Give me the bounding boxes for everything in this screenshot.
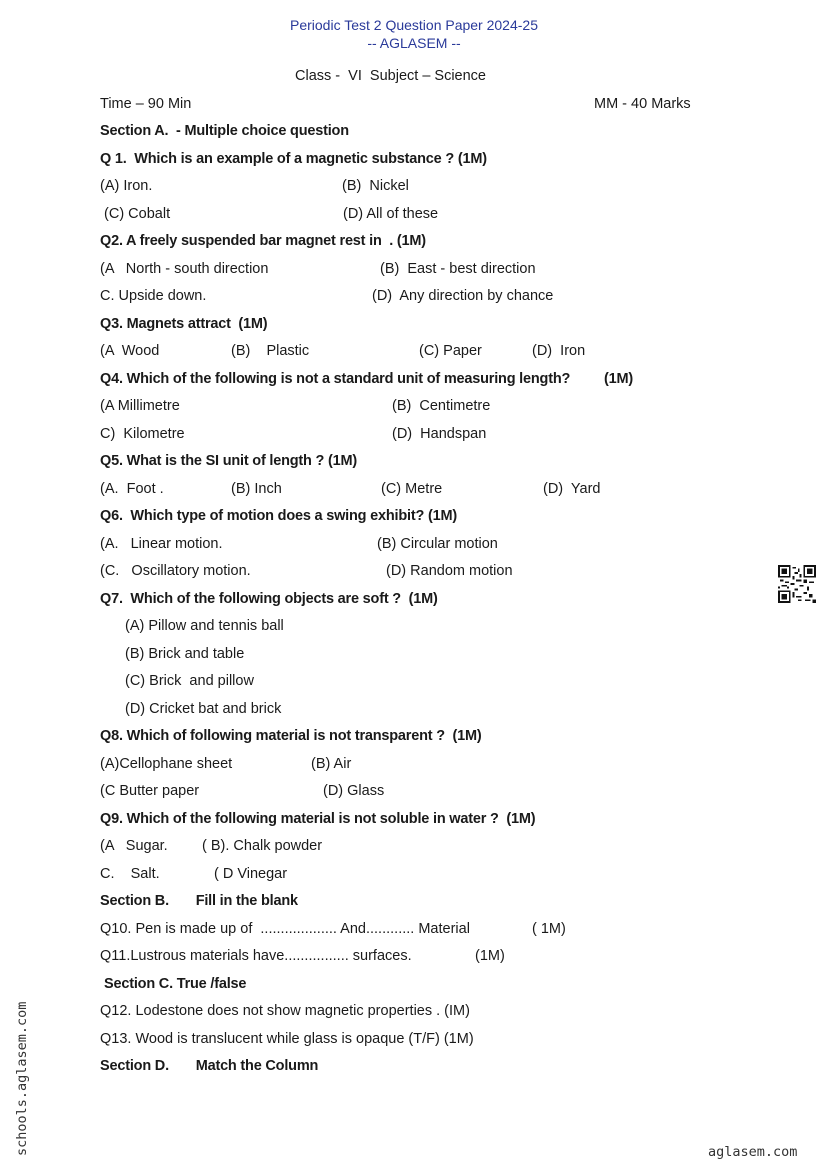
- q3-option-b: (B) Plastic: [231, 343, 310, 359]
- q3-option-d: (D) Iron: [532, 343, 586, 359]
- q7-option-a: (A) Pillow and tennis ball: [125, 618, 284, 634]
- question-6: Q6. Which type of motion does a swing exhibit? (1M): [100, 508, 457, 524]
- q8-option-b: (B) Air: [311, 756, 352, 772]
- q4-option-c: C) Kilometre: [100, 426, 185, 442]
- side-watermark: schools.aglasem.com: [14, 1001, 30, 1156]
- time-label: Time – 90 Min: [100, 96, 192, 112]
- question-1: Q 1. Which is an example of a magnetic substance ? (1M): [100, 151, 487, 167]
- q2-option-d: (D) Any direction by chance: [372, 288, 554, 304]
- q7-option-b: (B) Brick and table: [125, 646, 245, 662]
- q9-option-b: ( B). Chalk powder: [202, 838, 323, 854]
- question-8: Q8. Which of following material is not transparent ? (1M): [100, 728, 482, 744]
- q1-option-d: (D) All of these: [343, 206, 439, 222]
- q4-option-a: (A Millimetre: [100, 398, 180, 414]
- section-d-title: Section D. Match the Column: [100, 1058, 319, 1074]
- paper-title: Periodic Test 2 Question Paper 2024-25: [289, 17, 538, 33]
- q1-option-b: (B) Nickel: [342, 178, 409, 194]
- q5-option-c: (C) Metre: [381, 481, 443, 497]
- q5-option-b: (B) Inch: [231, 481, 282, 497]
- q8-option-a: (A)Cellophane sheet: [100, 756, 233, 772]
- q6-option-c: (C. Oscillatory motion.: [100, 563, 251, 579]
- q11-marks: (1M): [475, 948, 505, 964]
- question-2: Q2. A freely suspended bar magnet rest in . (1M): [100, 233, 426, 249]
- question-7: Q7. Which of the following objects are soft ? (1M): [100, 591, 438, 607]
- q2-option-a: (A North - south direction: [100, 261, 269, 277]
- q6-option-b: (B) Circular motion: [377, 536, 498, 552]
- question-10: Q10. Pen is made up of ................... And............ Material: [100, 921, 470, 937]
- q6-option-d: (D) Random motion: [386, 563, 513, 579]
- q5-option-d: (D) Yard: [543, 481, 601, 497]
- section-b-title: Section B. Fill in the blank: [100, 893, 298, 909]
- q4-option-d: (D) Handspan: [392, 426, 487, 442]
- qr-code: [778, 565, 816, 603]
- question-3: Q3. Magnets attract (1M): [100, 316, 268, 332]
- q7-option-c: (C) Brick and pillow: [125, 673, 254, 689]
- question-11: Q11.Lustrous materials have................ surfaces.: [100, 948, 412, 964]
- q9-option-a: (A Sugar.: [100, 838, 168, 854]
- marks-label: MM - 40 Marks: [594, 96, 691, 112]
- q1-option-a: (A) Iron.: [100, 178, 153, 194]
- q5-option-a: (A. Foot .: [100, 481, 164, 497]
- q10-marks: ( 1M): [532, 921, 566, 937]
- q2-option-b: (B) East - best direction: [380, 261, 536, 277]
- q9-option-d: ( D Vinegar: [214, 866, 288, 882]
- q4-option-b: (B) Centimetre: [392, 398, 491, 414]
- question-4: Q4. Which of the following is not a standard unit of measuring length?: [100, 371, 571, 387]
- section-c-title: Section C. True /false: [104, 976, 247, 992]
- q8-option-d: (D) Glass: [323, 783, 385, 799]
- source-line: -- AGLASEM --: [367, 35, 461, 51]
- question-9: Q9. Which of the following material is not soluble in water ? (1M): [100, 811, 536, 827]
- question-13: Q13. Wood is translucent while glass is opaque (T/F) (1M): [100, 1031, 474, 1047]
- q2-option-c: C. Upside down.: [100, 288, 207, 304]
- q6-option-a: (A. Linear motion.: [100, 536, 223, 552]
- footer-site: aglasem.com: [708, 1144, 798, 1160]
- class-subject: Class - VI Subject – Science: [295, 68, 486, 84]
- q4-marks: (1M): [604, 371, 634, 387]
- question-5: Q5. What is the SI unit of length ? (1M): [100, 453, 358, 469]
- q3-option-a: (A Wood: [100, 343, 160, 359]
- q1-option-c: (C) Cobalt: [100, 206, 171, 222]
- q7-option-d: (D) Cricket bat and brick: [125, 701, 282, 717]
- q8-option-c: (C Butter paper: [100, 783, 200, 799]
- q9-option-c: C. Salt.: [100, 866, 160, 882]
- q3-option-c: (C) Paper: [419, 343, 482, 359]
- section-a-title: Section A. - Multiple choice question: [100, 123, 349, 139]
- question-12: Q12. Lodestone does not show magnetic properties . (IM): [100, 1003, 470, 1019]
